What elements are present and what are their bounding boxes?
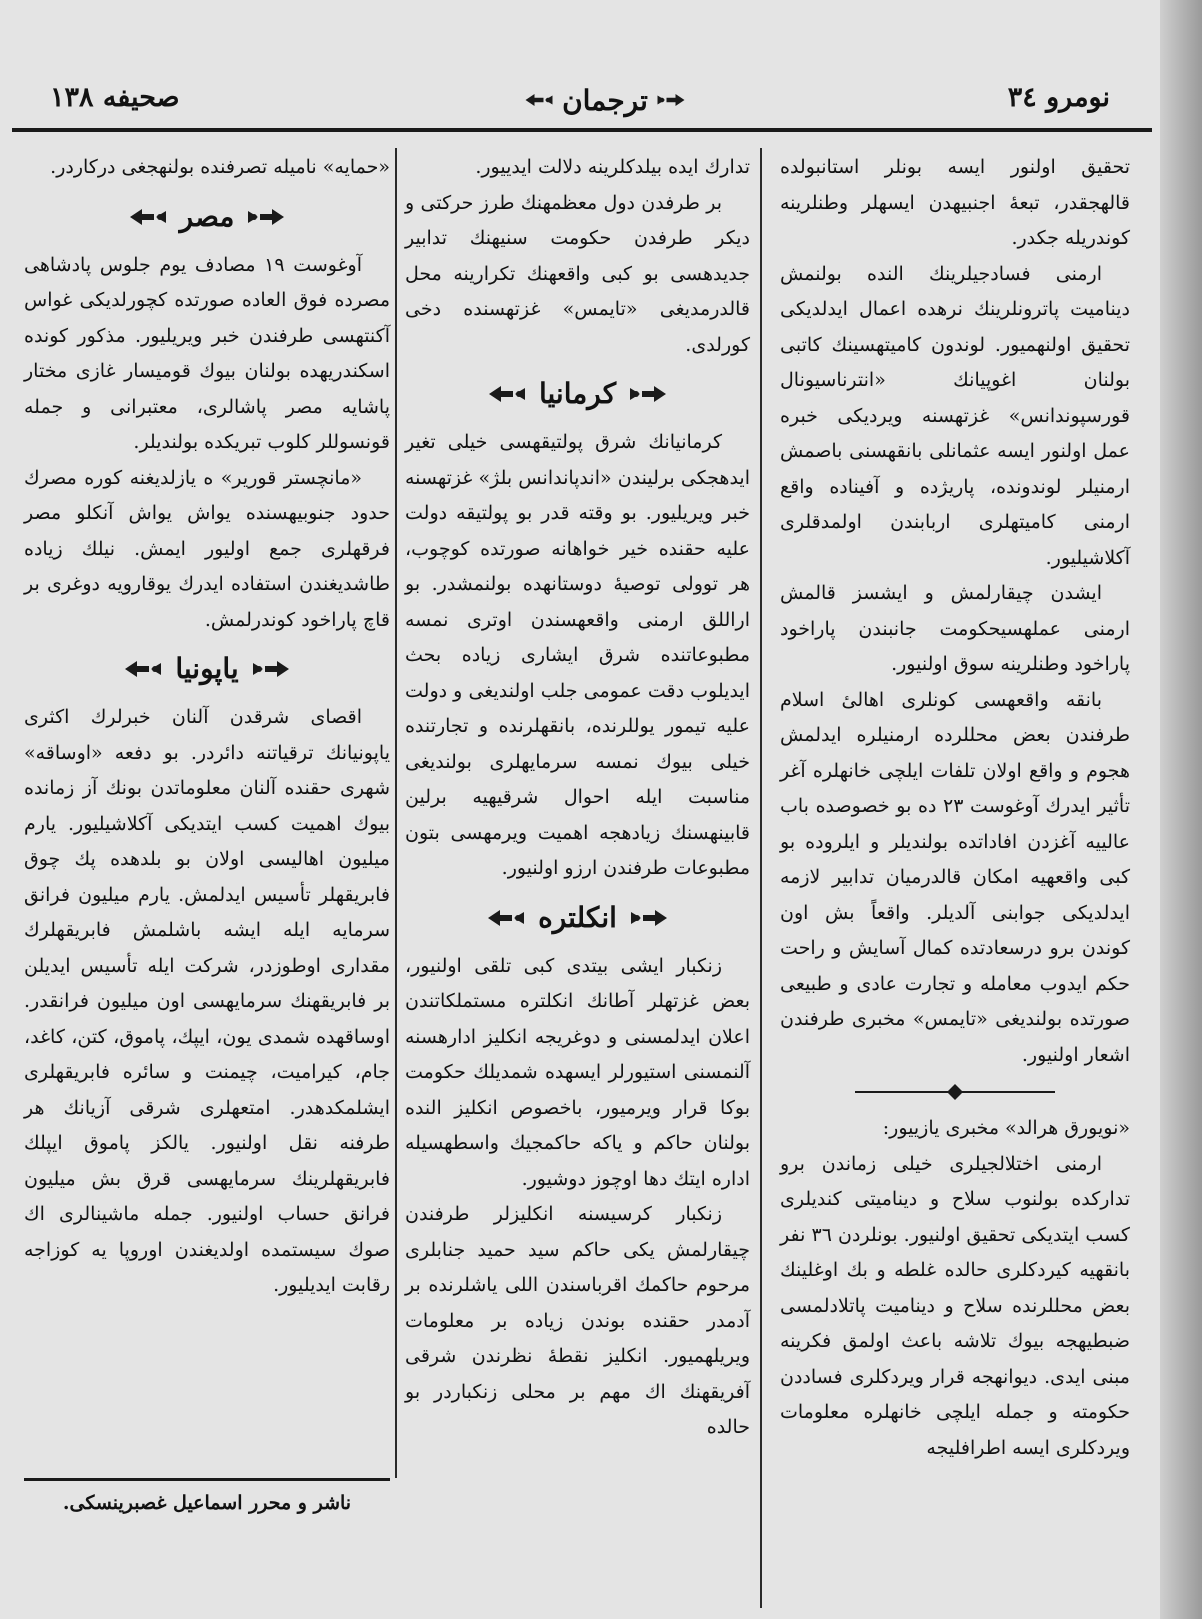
article-paragraph: تحقیق اولنور ایسه بونلر استانبولده قالهجقدر، تبعهٔ اجنبیهدن ایسهلر وطنلرینه کوندریله جکدر. — [780, 156, 1130, 249]
footer-rule — [24, 1478, 390, 1481]
article-paragraph: ایشدن چیقارلمش و ایشسز قالمش ارمنی عملهسیحکومت جانبندن پاراخود پاراخود وطنلرینه سوق اولنیور. — [780, 582, 1130, 675]
article-paragraph: ارمنی فسادجیلرینك النده بولنمش دینامیت پاترونلرینك نرهده اعمال ایدلدیکی تحقیق اولنهمیور. لوندون کامیتهسینك کاتبی بولنان اغوپیانك «انترناسیونال قورسپوندانس» غزتهسنه ویردیکی خبره عمل اولنور ایسه عثمانلی بانقهسنی باصمش ارمنیلر لوندونده، پاریژده و آفیناده واقع ارمنی کامیتهلری اربابندن اولمدقلری آکلاشیلیور. — [780, 262, 1130, 569]
masthead — [40, 78, 1120, 122]
article-paragraph: اقصای شرقدن آلنان خبرلرك اکثری یاپونیانك ترقیاتنه دائردر. بو دفعه «اوساقه» شهری حقنده آلنان معلوماتدن بونك آز زمانده بیوك اهمیت کسب ایتدیکی آکلاشیلیور. یارم میلیون اهالیسی اولان بو بلدهده پك چوق فابریقهلر تأسیس ایدلمش. یارم میلیون فرانق سرمایه ایله ایشه باشلمش فابریقهلرك مقداری اوطوزدر، شرکت ایله تأسیس ایدیلن بر فابریقهنك سرمایهسی اون میلیون فرانقدر. اوساقهده شمدی یون، ایپك، پاموق، کتن، کاغد، جام، کیرامیت، چیمنت و سائره فابریقهلری ایشلمکدهدر. امتعهلری شرقی آزیانك هر طرفنه نقل اولنیور. یالکز پاموق ایپلك فابریقهلرینك سرمایهسی قرق بش میلیون فرانق حساب اولنیور. جمله ماشینالری اك صوك سیستمده اولدیغندن اوروپا یه کوزاجه رقابت ایدیلیور. — [24, 706, 390, 1296]
article-paragraph: آوغوست ١٩ مصادف یوم جلوس پادشاهی مصرده فوق العاده صورتده کچورلدیکی غواس آکنتهسی طرفندن خبر ویریلیور. مذکور کونده اسکندریهده بولنان بیوك قومیسار غازی مختار پاشایه مصر پاشالری، معتبرانی و جمله قونسوللر کلوب تبریکده بولندیلر. — [24, 253, 390, 453]
section-title: انکلتره — [538, 900, 617, 934]
left-ornament-icon — [524, 91, 554, 109]
right-ornament-icon — [656, 91, 686, 109]
section-heading-japan — [24, 638, 390, 700]
heading-ornament-icon — [246, 206, 286, 228]
column-left — [24, 150, 390, 1304]
heading-ornament-icon — [487, 383, 527, 405]
article-paragraph: زنکبار کرسیسنه انکلیزلر طرفندن چیقارلمش یکی حاکم سید حمید جنابلری مرحوم حاکمك اقرباسندن اللی یاشلرنده بر آدمدر حقنده بوندن زیاده بر معلومات ویریلهمیور. انکلیز نقطهٔ نظرندن شرقی آفریقهنك اك مهم بر محلی زنکباردر بو حالده — [405, 1203, 750, 1438]
section-title: کرمانیا — [538, 377, 617, 411]
article-paragraph: زنکبار ایشی بیتدی کبی تلقی اولنیور، بعض غزتهلر آطانك انکلتره مستملکاتندن اعلان ایدلمسنی و دوغریجه انکلیز ادارهسنه آلنمسنی استیورلر ایسهده شمدیلك حکومت بوکا قرار ویرمیور، باخصوص انکلیز النده بولنان حاکم و یاکه حاکمجیك واسطهسیله اداره ایتك دها اوچوز دوشیور. — [405, 954, 750, 1190]
article-paragraph: «نویورق هرالد» مخبری یازییور: — [882, 1117, 1130, 1139]
section-heading-england — [405, 887, 750, 949]
article-paragraph: ارمنی اختلالجیلری خیلی زماندن برو تدارکده بولنوب سلاح و دینامیتی کندیلری کسب ایتدیکی تحقیق اولنیور. بونلردن ٣٦ نفر بانقهیه کیردکلری حالده غلطه و بك اوغلینك بعض محللرنده سلاح و دینامیت پاتلادلمسی ضبطیهجه بیوك تلاشه باعث اولمق فکرینه مبنی ایدی. دیوانهجه قرار ویردکلری فساددن حکومته و جمله ایلچی خانهلره معلومات ویردکلری ایسه اطرافلیجه — [780, 1152, 1130, 1459]
heading-ornament-icon — [628, 383, 668, 405]
column-rule-left — [395, 148, 397, 1478]
heading-ornament-icon — [128, 206, 168, 228]
section-divider — [780, 1073, 1130, 1111]
article-paragraph: تدارك ایده بیلدکلرینه دلالت ایدییور. — [475, 156, 750, 178]
section-heading-germany — [405, 363, 750, 425]
section-title: مصر — [179, 199, 235, 233]
header-rule — [12, 128, 1152, 132]
column-right — [780, 150, 1130, 1466]
column-middle — [405, 150, 750, 1446]
heading-ornament-icon — [251, 658, 291, 680]
heading-ornament-icon — [629, 907, 669, 929]
section-title: یاپونیا — [175, 652, 239, 686]
page-edge-shadow — [1160, 0, 1202, 1619]
column-rule-right — [760, 148, 762, 1608]
article-paragraph: «حمایه» نامیله تصرفنده بولنهجغی درکاردر. — [50, 156, 390, 178]
newspaper-title: ترجمان — [562, 83, 648, 117]
heading-ornament-icon — [123, 658, 163, 680]
article-paragraph: «مانچستر قوریر» ه یازلدیغنه کوره مصرك حدود جنوبیهسنده یواش یواش آنکلو مصر فرقهلری جمع اولیور ایمش. نیلك زیاده طاشدیغندن استفاده ایدرك یوقارویه دوغری بر قاچ پاراخود کوندرلمش. — [24, 466, 390, 631]
masthead-title-block — [510, 80, 700, 120]
section-heading-egypt — [24, 186, 390, 248]
diamond-divider-icon — [855, 1082, 1055, 1102]
heading-ornament-icon — [486, 907, 526, 929]
page-number: صحیفه ١٣٨ — [50, 82, 180, 113]
publisher-line: ناشر و محرر اسماعیل غصبرینسکی. — [62, 1492, 352, 1514]
article-paragraph: بانقه واقعهسی کونلری اهالیٔ اسلام طرفندن بعض محللرده ارمنیلره ایدلمش هجوم و واقع اولان تلفات ایلچی خانهلره آغر تأثیر ایدرك آوغوست ٢٣ ده بو خصوصده باب عالییه آغزدن افاداتده بولندیلر و ایلروده بو کبی واقعهیه امکان قالدرمیان تدابیر لازمه ایدلدیکی جوابنی آلدیلر. واقعاً بش اون کوندن برو درسعادتده کمال آسایش و راحت حکم ایدوب معامله و تجارت عادی و طبیعی صورتده بولندیغی «تایمس» مخبری طرفندن اشعار اولنیور. — [780, 688, 1130, 1066]
article-paragraph: کرمانیانك شرق پولتیقهسی خیلی تغیر ایدهجکی برلیندن «اندپاندانس بلژ» غزتهسنه خبر ویریلیور. بو وقته قدر بو پولتیقه دولت علیه حقنده خیر خواهانه صورتده کوچوب، هر توولی توصیهٔ دوستانهده بولنمشدر. بو اراللق ارمنی واقعهسندن اوتری نمسه مطبوعاتنده شرق ایشاری زیاده بحث ایدیلوب دقت عمومی جلب اولندیغی و دولت علیه تیمور یوللرنده، بانقهلرنده و تجارتنده خیلی بیوك نمسه سرمایهلری بولندیغی مناسبت ایله احوال شرقیهیه برلین قابینهسنك زیادهجه اهمیت ویرمهسی بتون مطبوعات طرفندن ارزو اولنیور. — [405, 431, 750, 879]
article-paragraph: بر طرفدن دول معظمهنك طرز حرکتی و دیکر طرفدن حکومت سنیهنك تدابیر جدیدهسی بو کبی واقعهنك تکرارینه محل قالدرمدیغی «تایمس» غزتهسنده دخی کورلدی. — [405, 191, 750, 356]
issue-number: نومرو ٣٤ — [1007, 82, 1110, 113]
